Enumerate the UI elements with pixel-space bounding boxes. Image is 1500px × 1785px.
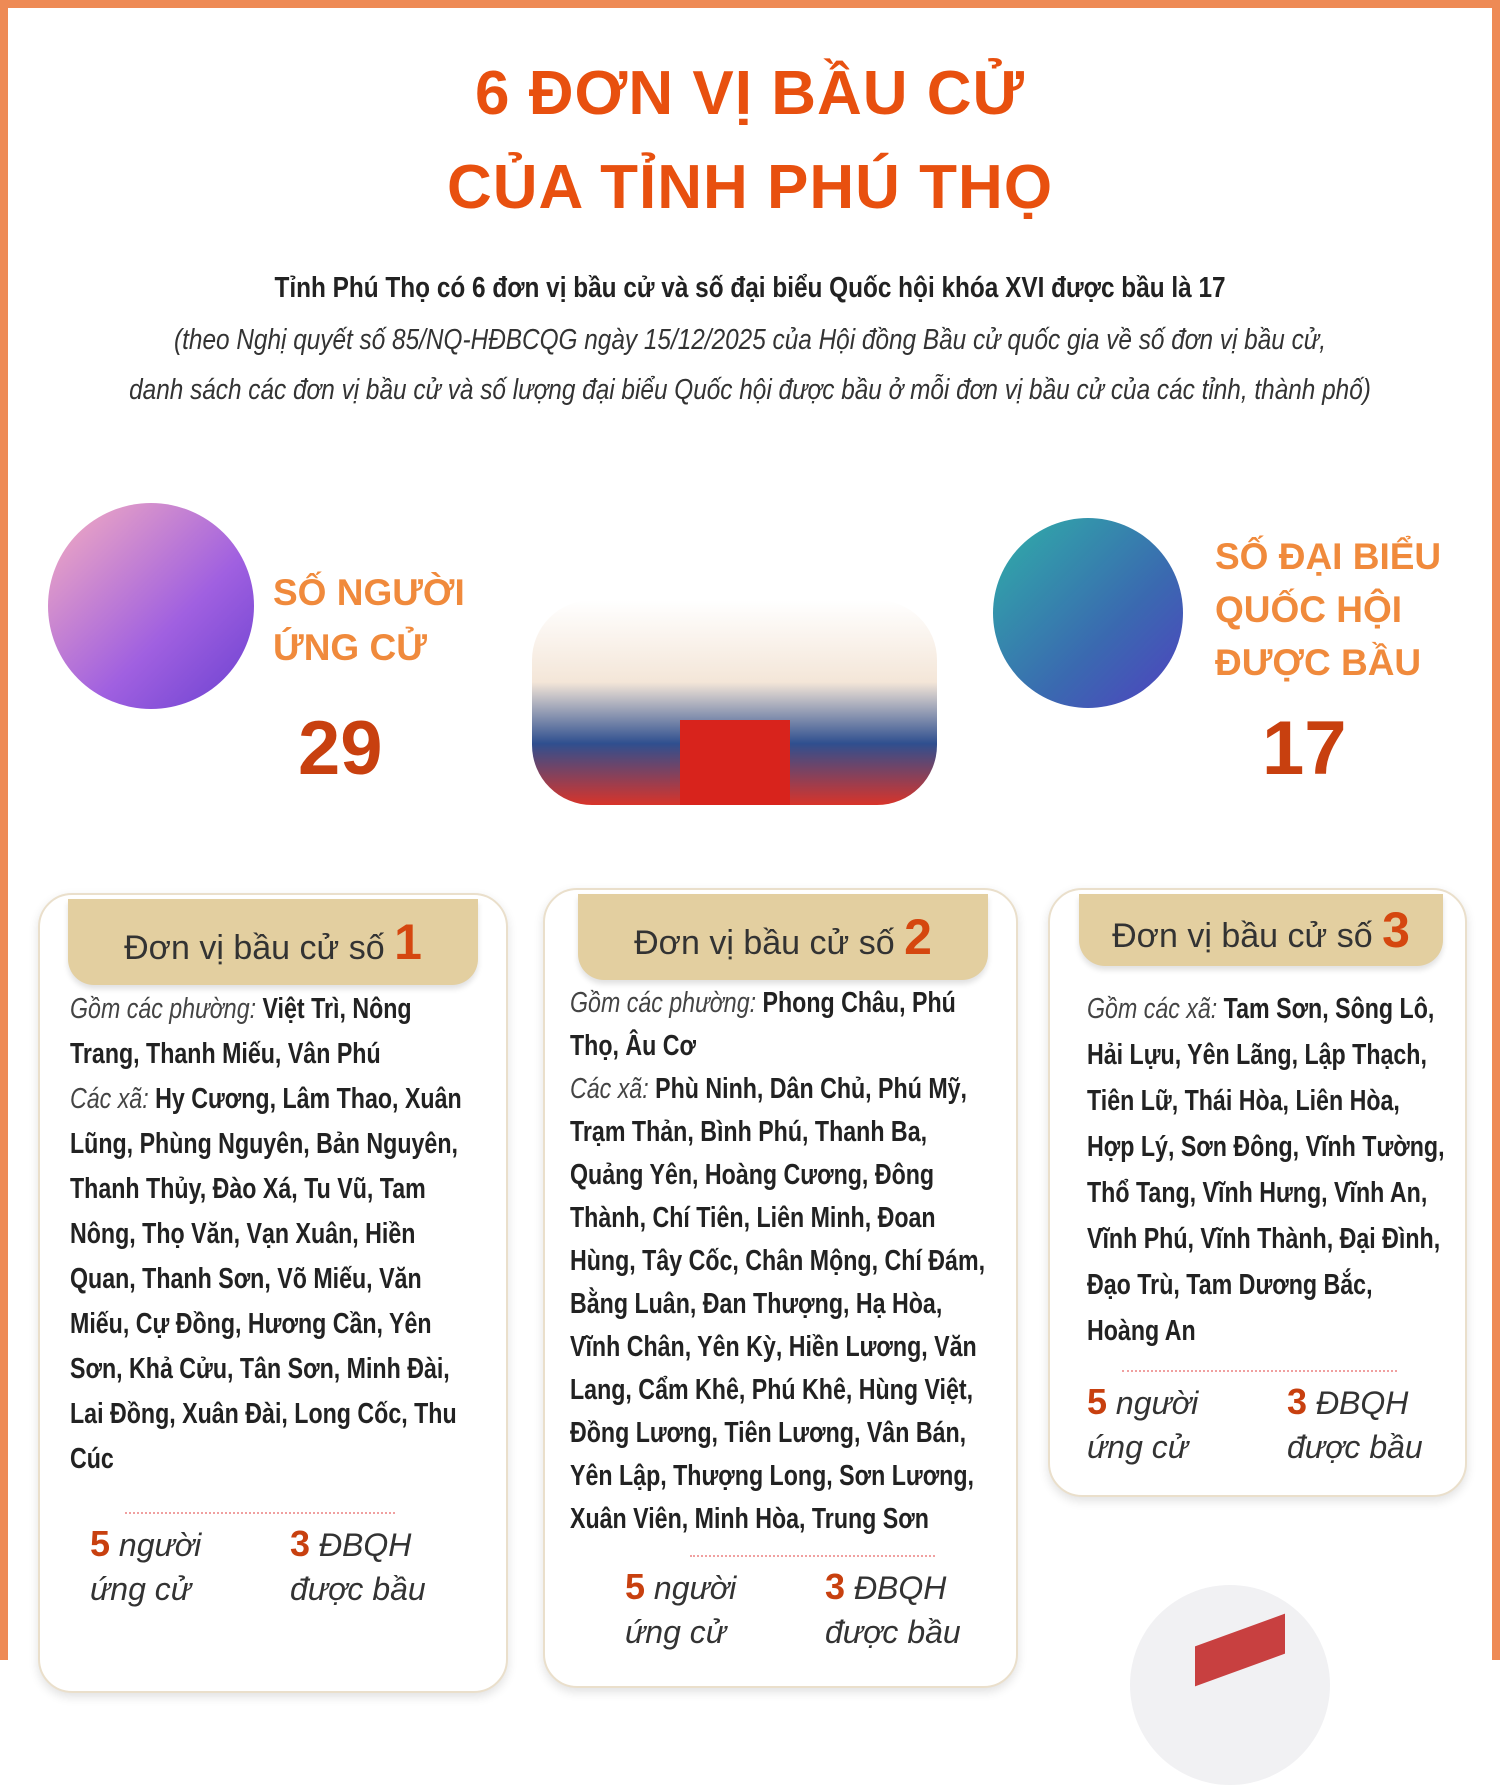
unit-card-2 [543, 888, 1018, 1688]
unit-2-candidates [625, 1565, 765, 1654]
delegates-label-3: ĐƯỢC BẦU [1215, 642, 1422, 683]
divider [125, 1512, 395, 1514]
communes-list: Phù Ninh, Dân Chủ, Phú Mỹ, Trạm Thản, Bình Phú, Thanh Ba, Quảng Yên, Hoàng Cương, Đông Thành, Chí Tiên, Liên Minh, Đoan Hùng, Tây Cốc, Chân Mộng, Chí Đám, Bằng Luân, Đan Thượng, Hạ Hòa, Vĩnh Chân, Yên Kỳ, Hiền Lương, Văn Lang, Cẩm Khê, Phú Khê, Hùng Việt, Đồng Lương, Tiên Lương, Vân Bán, Yên Lập, Thượng Long, Sơn Lương, Xuân Viên, Minh Hòa, Trung Sơn [570, 1073, 986, 1535]
unit-card-3-body [1087, 986, 1447, 1354]
candidates-text: người ứng cử [90, 1527, 202, 1607]
communes-label: Gồm các xã: [1087, 993, 1224, 1025]
wards-list: Việt Trì, Nông Trang, Thanh Miếu, Vân Phú [70, 993, 412, 1070]
delegates-label-2: QUỐC HỘI [1215, 589, 1403, 630]
unit-card-2-body [570, 982, 990, 1541]
unit-number: 1 [394, 914, 422, 970]
unit-3-candidates [1087, 1380, 1227, 1469]
unit-1-candidates [90, 1522, 230, 1611]
candidates-number: 5 [1087, 1381, 1108, 1422]
unit-card-3-header [1079, 894, 1443, 966]
note-line2: danh sách các đơn vị bầu cử và số lượng đại biểu Quốc hội được bầu ở mỗi đơn vị bầu cử của các tỉnh, thành phố) [129, 374, 1371, 406]
communes-label: Các xã: [570, 1073, 656, 1105]
wards-label: Gồm các phường: [570, 987, 763, 1019]
unit-title: Đơn vị bầu cử số [1112, 917, 1383, 955]
unit-1-stats [70, 1522, 486, 1611]
communes-list: Hy Cương, Lâm Thao, Xuân Lũng, Phùng Nguyên, Bản Nguyên, Thanh Thủy, Đào Xá, Tu Vũ, Tam Nông, Thọ Văn, Vạn Xuân, Hiền Quan, Thanh Sơn, Võ Miếu, Văn Miếu, Cự Đồng, Hương Cần, Yên Sơn, Khả Cửu, Tân Sơn, Minh Đài, Lai Đồng, Xuân Đài, Long Cốc, Thu Cúc [70, 1083, 462, 1475]
unit-3-stats [1087, 1380, 1450, 1469]
unit-2-delegates [825, 1565, 965, 1654]
delegates-text: ĐBQH được bầu [825, 1570, 961, 1650]
candidates-label [273, 565, 465, 675]
ballot-box-icon [680, 720, 790, 805]
communes-list: Tam Sơn, Sông Lô, Hải Lựu, Yên Lãng, Lập Thạch, Tiên Lữ, Thái Hòa, Liên Hòa, Hợp Lý, Sơn Đông, Vĩnh Tường, Thổ Tang, Vĩnh Hưng, Vĩnh An, Vĩnh Phú, Vĩnh Thành, Đại Đình, Đạo Trù, Tam Dương Bắc, Hoàng An [1087, 993, 1445, 1347]
delegates-count: 17 [1262, 706, 1347, 791]
unit-number: 3 [1382, 902, 1410, 958]
divider [690, 1555, 935, 1557]
delegates-text: ĐBQH được bầu [290, 1527, 426, 1607]
unit-1-delegates [290, 1522, 430, 1611]
delegates-illustration [993, 518, 1183, 708]
candidates-label-1: SỐ NGƯỜI [273, 572, 465, 613]
unit-title: Đơn vị bầu cử số [634, 924, 905, 962]
unit-card-1-header [68, 899, 478, 985]
communes-label: Các xã: [70, 1083, 156, 1115]
unit-number: 2 [904, 909, 932, 965]
unit-3-delegates [1287, 1380, 1427, 1469]
candidates-number: 5 [625, 1566, 646, 1607]
ballot-illustration [1130, 1585, 1330, 1785]
divider [1122, 1370, 1397, 1372]
unit-card-2-header [578, 894, 988, 980]
page-title-line2: CỦA TỈNH PHÚ THỌ [446, 153, 1054, 222]
unit-2-stats [570, 1565, 996, 1654]
wards-list: Phong Châu, Phú Thọ, Âu Cơ [570, 987, 956, 1062]
delegates-number: 3 [825, 1566, 846, 1607]
delegates-label [1215, 530, 1441, 689]
wards-label: Gồm các phường: [70, 993, 263, 1025]
candidates-label-2: ỨNG CỬ [273, 627, 427, 668]
delegates-label-1: SỐ ĐẠI BIỂU [1215, 536, 1442, 577]
candidates-text: người ứng cử [1087, 1385, 1199, 1465]
unit-card-1 [38, 893, 508, 1693]
note-line1: (theo Nghị quyết số 85/NQ-HĐBCQG ngày 15/12/2025 của Hội đồng Bầu cử quốc gia về số đơn vị bầu cử, [174, 324, 1326, 356]
candidates-text: người ứng cử [625, 1570, 737, 1650]
candidates-illustration [48, 503, 254, 709]
page-title-line1: 6 ĐƠN VỊ BẦU CỬ [475, 59, 1025, 128]
candidates-count: 29 [298, 706, 383, 791]
delegates-text: ĐBQH được bầu [1287, 1385, 1423, 1465]
unit-card-1-body [70, 987, 470, 1482]
summary: Tỉnh Phú Thọ có 6 đơn vị bầu cử và số đại biểu Quốc hội khóa XVI được bầu là 17 [274, 272, 1226, 304]
candidates-number: 5 [90, 1523, 111, 1564]
delegates-number: 3 [1287, 1381, 1308, 1422]
delegates-number: 3 [290, 1523, 311, 1564]
unit-title: Đơn vị bầu cử số [124, 929, 395, 967]
unit-card-3 [1048, 888, 1467, 1497]
